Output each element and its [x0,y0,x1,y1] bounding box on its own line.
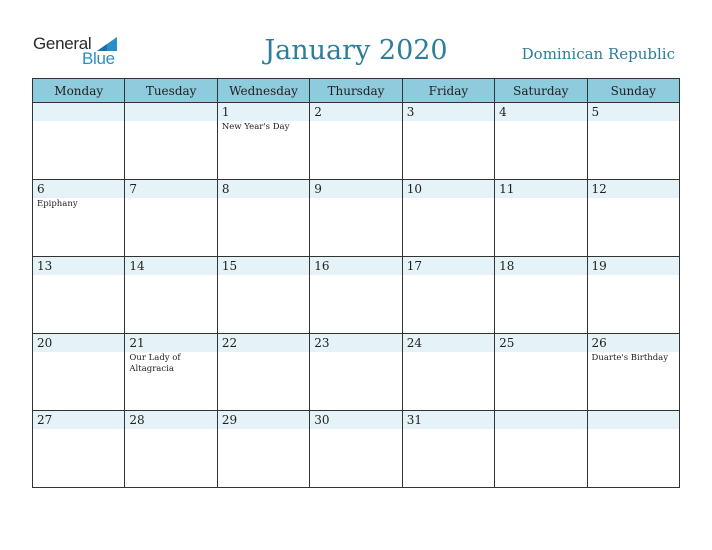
day-number: 31 [403,411,494,429]
day-cell [217,411,309,488]
holiday-label [310,429,401,430]
holiday-label [495,275,586,276]
day-number: 14 [125,257,216,275]
weekday-header-monday: Monday [33,79,125,103]
holiday-label [310,275,401,276]
day-cell [125,257,217,334]
day-cell [402,411,494,488]
day-number: 11 [495,180,586,198]
weekday-header-saturday: Saturday [495,79,587,103]
day-number: 28 [125,411,216,429]
week-row [33,411,680,488]
day-cell [495,180,587,257]
day-number: 25 [495,334,586,352]
day-cell [587,103,679,180]
week-row [33,257,680,334]
holiday-label: Duarte's Birthday [591,353,669,363]
day-number: 8 [218,180,309,198]
holiday-label [310,121,401,122]
holiday-label [403,352,494,353]
day-number: 6 [33,180,124,198]
holiday-label [403,275,494,276]
day-cell [495,334,587,411]
day-cell [402,334,494,411]
day-cell [587,180,679,257]
week-row [33,180,680,257]
day-cell [217,334,309,411]
day-cell [125,411,217,488]
holiday-label [125,121,216,122]
day-cell [495,257,587,334]
day-number: 21 [125,334,216,352]
holiday-label [495,198,586,199]
day-cell [33,180,125,257]
holiday-label [495,121,586,122]
day-number: 13 [33,257,124,275]
day-number: 19 [588,257,679,275]
day-cell [33,103,125,180]
day-cell [310,411,402,488]
weekday-header-friday: Friday [402,79,494,103]
holiday-label: New Year's Day [221,122,290,132]
day-number: 29 [218,411,309,429]
day-number: 1 [218,103,309,121]
day-cell [33,411,125,488]
day-cell [402,103,494,180]
day-cell [125,180,217,257]
week-row [33,334,680,411]
day-number: 30 [310,411,401,429]
day-cell [587,334,679,411]
calendar-grid [32,78,680,488]
day-number: 10 [403,180,494,198]
day-number: 7 [125,180,216,198]
day-cell [125,334,217,411]
day-number: 15 [218,257,309,275]
day-cell [33,334,125,411]
day-number: 26 [588,334,679,352]
day-cell [495,411,587,488]
weekday-header-thursday: Thursday [310,79,402,103]
day-number: 4 [495,103,586,121]
holiday-label [33,275,124,276]
holiday-label: Epiphany [37,199,78,209]
holiday-label: Our Lady of Altagracia [129,353,181,374]
day-number: 3 [403,103,494,121]
day-cell [33,257,125,334]
holiday-label [218,352,309,353]
day-cell [217,180,309,257]
day-number: 20 [33,334,124,352]
holiday-label [33,429,124,430]
day-cell [587,411,679,488]
day-cell [310,103,402,180]
day-number [33,103,124,121]
holiday-label [218,275,309,276]
holiday-label [125,275,216,276]
weekday-header-row [33,79,680,103]
day-cell [402,180,494,257]
holiday-label [495,429,586,430]
holiday-label [588,198,679,199]
day-number [125,103,216,121]
holiday-label [125,429,216,430]
day-number: 2 [310,103,401,121]
day-cell [495,103,587,180]
day-number: 27 [33,411,124,429]
holiday-label [588,429,679,430]
holiday-label [33,352,124,353]
holiday-label [495,352,586,353]
holiday-label [310,198,401,199]
day-cell [587,257,679,334]
holiday-label [403,198,494,199]
weekday-header-tuesday: Tuesday [125,79,217,103]
day-number [495,411,586,429]
day-cell [310,257,402,334]
day-number: 16 [310,257,401,275]
day-number: 23 [310,334,401,352]
day-number: 9 [310,180,401,198]
holiday-label [403,429,494,430]
holiday-label [588,121,679,122]
day-number: 24 [403,334,494,352]
weekday-header-wednesday: Wednesday [217,79,309,103]
weekday-header-sunday: Sunday [587,79,679,103]
day-number: 17 [403,257,494,275]
day-cell [217,103,309,180]
page-title: January 2020 [264,35,448,66]
holiday-label [33,121,124,122]
holiday-label [310,352,401,353]
holiday-label [588,275,679,276]
logo-word-general: General [33,34,92,53]
holiday-label [218,429,309,430]
week-row [33,103,680,180]
logo-word-blue: Blue [82,49,115,68]
day-number: 12 [588,180,679,198]
holiday-label [403,121,494,122]
holiday-label [125,198,216,199]
holiday-label [218,198,309,199]
day-number [588,411,679,429]
day-number: 5 [588,103,679,121]
day-number: 22 [218,334,309,352]
country-label: Dominican Republic [521,45,675,63]
day-cell [402,257,494,334]
day-cell [217,257,309,334]
day-cell [125,103,217,180]
day-number: 18 [495,257,586,275]
day-cell [310,180,402,257]
day-cell [310,334,402,411]
